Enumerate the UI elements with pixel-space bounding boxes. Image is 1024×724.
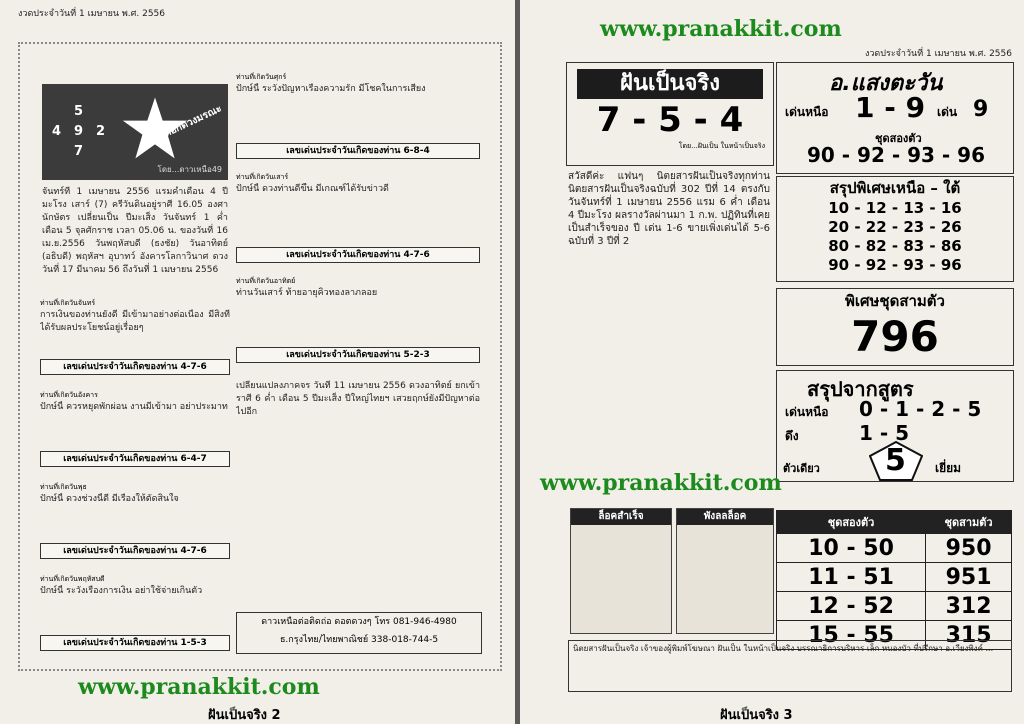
table-row: [777, 534, 1012, 563]
sections-right: [236, 72, 480, 376]
sun-sub: 9: [973, 97, 989, 122]
header-pair: ชุดสองตัว: [777, 511, 926, 534]
contact-box: [236, 612, 482, 654]
formula-title: สรุปจากสูตร: [807, 377, 914, 401]
summary-box: [776, 176, 1014, 282]
sun-sub-label: เด่น: [937, 105, 958, 119]
grid-bottom: 7: [74, 144, 84, 159]
lucky-ribbon: เลขเด่นประจำวันเกิดของท่าน 6-8-4: [236, 143, 480, 159]
section-body: การเงินของท่านยังดี มีเข้ามาอย่างต่อเนื่อง มีสิ่งที่ได้รับผลประโยชน์อยู่เรื่อยๆ: [40, 310, 230, 333]
thumb-a-title: ล็อคสำเร็จ: [571, 509, 671, 525]
right-header: งวดประจำวันที่ 1 เมษายน พ.ศ. 2556: [864, 49, 1012, 59]
summary-title: สรุปพิเศษเหนือ – ใต้: [829, 179, 961, 197]
triple-cell: 315: [926, 621, 1012, 650]
sun-title: อ.แสงตะวัน: [829, 71, 943, 96]
section-title: ท่านที่เกิดวันอังคาร: [40, 391, 98, 399]
triple-cell: 312: [926, 592, 1012, 621]
thumb-b: [676, 508, 774, 634]
summary-row: 90 - 92 - 93 - 96: [828, 256, 962, 274]
left-footer: ฝันเป็นจริง 2: [208, 708, 281, 723]
section-title: ท่านที่เกิดวันอาทิตย์: [236, 277, 296, 285]
right-page: [520, 0, 1024, 724]
summary-row: 20 - 22 - 23 - 26: [828, 218, 962, 236]
triple-cell: 951: [926, 563, 1012, 592]
header-triple: ชุดสามตัว: [926, 511, 1012, 534]
transit-text: เปลี่ยนแปลงภาคจร วันที่ 11 เมษายน 2556 ดวงอาทิตย์ ยกเข้า ราศี 6 ค่ำ เดือน 5 ปีมะเส็ง ปีใหญ่ไทยฯ เสวยฤกษ์ยังมีปัญหาต่อไปอีก: [236, 381, 480, 417]
special-value: 796: [851, 312, 939, 361]
section-saturday: [236, 172, 480, 276]
special-box: [776, 288, 1014, 366]
section-title: ท่านที่เกิดวันพุธ: [40, 483, 87, 491]
title-numbers: 7 - 5 - 4: [596, 100, 744, 140]
lucky-ribbon: เลขเด่นประจำวันเกิดของท่าน 4-7-6: [40, 359, 230, 375]
title-by: โดย...ฝันเป็น ในหน้าเป็นจริง: [678, 142, 765, 150]
grid-left: 4: [52, 124, 62, 139]
section-body: ปักษ์นี้ ดวงช่วงนี้ดี มีเรื่องให้ตัดสินใจ: [40, 494, 179, 504]
section-wednesday: [40, 482, 230, 574]
special-title: พิเศษชุดสามตัว: [845, 292, 945, 310]
sun-lead: 1 - 9: [855, 91, 926, 124]
summary-row: 80 - 82 - 83 - 86: [828, 237, 962, 255]
section-title: ท่านที่เกิดวันพฤหัสบดี: [40, 575, 105, 583]
section-body: ปักษ์นี้ ดวงท่านดีขึ้น มีเกณฑ์ได้รับข่าวดี: [236, 184, 389, 194]
table-header: [777, 511, 1012, 534]
grid-right: 2: [96, 124, 106, 139]
lucky-ribbon: เลขเด่นประจำวันเกิดของท่าน 1-5-3: [40, 635, 230, 651]
table-row: [777, 563, 1012, 592]
sun-lead-label: เด่นหนือ: [785, 105, 829, 119]
formula-single-label: ตัวเดียว: [783, 462, 820, 475]
watermark-right-mid: www.pranakkit.com: [540, 470, 782, 496]
watermark-left: www.pranakkit.com: [78, 674, 320, 700]
contact-line1: ดาวเหนือต่อติดถ่อ ดอตดวงๆ โทร 081-946-4980: [261, 617, 457, 627]
section-body: ปักษ์นี้ ระวังปัญหาเรื่องความรัก มีโชคในการเสี่ยง: [236, 84, 426, 94]
formula-box: [776, 370, 1014, 482]
intro-text: จันทร์ที่ 1 เมษายน 2556 แรมค่ำเดือน 4 ปีมะโรง เสาร์ (7) ครีวันดินอยู่ราศี 16.05 องศา นักษัตร เปลี่ยนเป็น ปีมะเส็ง วันจันทร์ 1 ค่ำ เดือน 5 จุลศักราช เวลา 05.06 น. ของวันที่ 16 เม.ย.2556 วันพฤหัสบดี (ธงชัย) วันอาทิตย์ (อธิบดี) พฤหัสฯ อุบาทว์ อังคารโลกาวินาศ ดวงวันที่ 17 มีนาคม 56 ถึงวันที่ 1 เมษายน 2556: [42, 187, 228, 275]
lucky-ribbon: เลขเด่นประจำวันเกิดของท่าน 6-4-7: [40, 451, 230, 467]
title-box: [566, 62, 774, 166]
thumb-b-title: พังลลล็อค: [677, 509, 773, 525]
lucky-ribbon: เลขเด่นประจำวันเกิดของท่าน 4-7-6: [40, 543, 230, 559]
triple-cell: 950: [926, 534, 1012, 563]
pair-cell: 15 - 55: [777, 621, 926, 650]
number-grid: [50, 104, 110, 164]
left-header: งวดประจำวันที่ 1 เมษายน พ.ศ. 2556: [18, 9, 166, 19]
grid-center: 9: [74, 124, 84, 139]
section-tuesday: [40, 390, 230, 482]
pair-cell: 11 - 51: [777, 563, 926, 592]
sun-pair-label: ชุดสองตัว: [875, 132, 922, 145]
formula-lead-label: เด่นหนือ: [785, 405, 829, 419]
sections-left: [40, 298, 230, 666]
pair-cell: 10 - 50: [777, 534, 926, 563]
contact-line2: ธ.กรุงไทย/ไทยพาณิชย์ 338-018-744-5: [279, 635, 439, 645]
watermark-right-top: www.pranakkit.com: [600, 16, 842, 42]
section-body: ท่านวันเสาร์ ท้ายอายุคิวทองลาภลอย: [236, 288, 378, 298]
section-friday: [236, 72, 480, 172]
section-sunday: [236, 276, 480, 376]
pair-cell: 12 - 52: [777, 592, 926, 621]
section-title: ท่านที่เกิดวันจันทร์: [40, 299, 96, 307]
formula-single-suffix: เยี่ยม: [935, 461, 962, 475]
credits-text: นิตยสารฝันเป็นจริง เจ้าของผู้พิมพ์โฆษณา ฝันเป็น ในหน้าเป็นจริง บรรณาธิการบริหาร เล็ก หนองบัว ที่ปรึกษา อ.เวียงพิงค์ ...: [568, 640, 1012, 692]
section-body: ปักษ์นี้ ระวังเรื่องการเงิน อย่าใช้จ่ายเกินตัว: [40, 586, 203, 596]
right-footer: ฝันเป็นจริง 3: [720, 708, 793, 723]
section-title: ท่านที่เกิดวันศุกร์: [236, 73, 287, 81]
star-box: [42, 84, 228, 180]
lucky-ribbon: เลขเด่นประจำวันเกิดของท่าน 5-2-3: [236, 347, 480, 363]
star-caption: ดอกดวงมรณะ: [162, 103, 224, 140]
results-table: [776, 510, 1012, 650]
section-body: ปักษ์นี้ ควรหยุดพักผ่อน งานมีเข้ามา อย่าประมาท: [40, 402, 228, 412]
formula-lead: 0 - 1 - 2 - 5: [859, 397, 982, 421]
summary-row: 10 - 12 - 13 - 16: [828, 199, 962, 217]
formula-single: 5: [885, 443, 906, 478]
section-monday: [40, 298, 230, 390]
section-thursday: [40, 574, 230, 666]
lucky-ribbon: เลขเด่นประจำวันเกิดของท่าน 4-7-6: [236, 247, 480, 263]
table-row: [777, 592, 1012, 621]
formula-dang-label: ดึง: [785, 429, 799, 443]
section-title: ท่านที่เกิดวันเสาร์: [236, 173, 289, 181]
formula-dang: 1 - 5: [859, 421, 910, 445]
star-by: โดย...ดาวเหนือ49: [157, 165, 222, 174]
sun-pairs: 90 - 92 - 93 - 96: [807, 143, 986, 167]
article-text: สวัสดีค่ะ แฟนๆ นิตยสารฝันเป็นจริงทุกท่าน นิตยสารฝันเป็นจริงฉบับที่ 302 ปีที่ 14 ตรงกับวันจันทร์ที่ 1 เมษายน 2556 แรม 6 ค่ำ เดือน 4 ปีมะโรง ผลรางวัลผ่านมา 1 ก.พ. ปฏิทินที่เคยเป็นสำเร็จของ ปี เด่น 1-6 ขายเพิ่งเด่นได้ 5-6 ฉบับที่ 3 ปีที่ 2: [568, 171, 770, 247]
title-banner: ฝันเป็นจริง: [577, 69, 763, 99]
thumb-a: [570, 508, 672, 634]
grid-top: 5: [74, 104, 84, 119]
sun-box: [776, 62, 1014, 174]
